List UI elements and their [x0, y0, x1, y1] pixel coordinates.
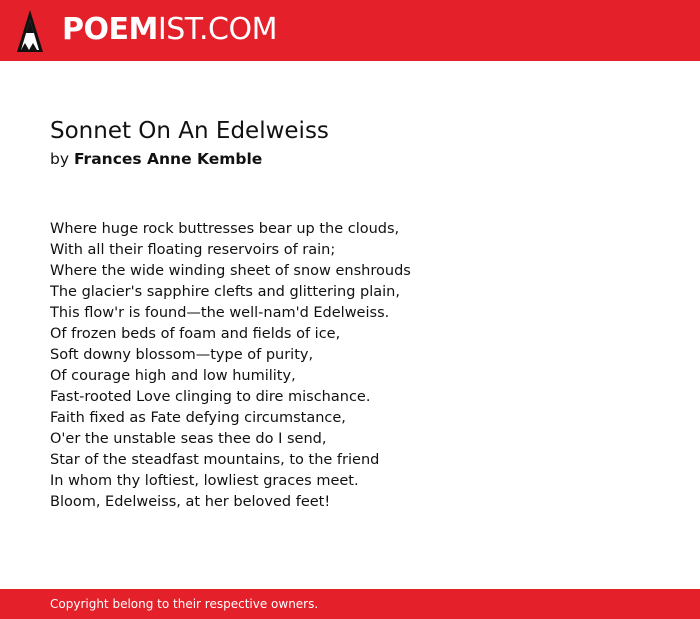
poem-byline — [50, 149, 262, 169]
site-logo-link[interactable] — [62, 12, 277, 48]
poem-line: Soft downy blossom—type of purity, — [50, 347, 314, 363]
site-footer — [0, 589, 700, 619]
poem-line: Of courage high and low humility, — [50, 368, 296, 384]
brand-light-text: IST.COM — [157, 12, 277, 47]
brand-bold-text: POEM — [62, 12, 158, 47]
poem-line: This flow'r is found—the well-nam'd Edelweiss. — [50, 305, 390, 321]
poem-line: With all their floating reservoirs of rain; — [50, 242, 336, 258]
poem-line: Where the wide winding sheet of snow enshrouds — [50, 263, 411, 279]
poem-line: Faith fixed as Fate defying circumstance, — [50, 410, 346, 426]
poem-line: In whom thy loftiest, lowliest graces meet. — [50, 473, 359, 489]
poem-line: Of frozen beds of foam and fields of ice, — [50, 326, 341, 342]
site-header — [0, 0, 700, 61]
poem-body — [50, 219, 411, 513]
poem-line: Bloom, Edelweiss, at her beloved feet! — [50, 494, 331, 510]
poem-line: Fast-rooted Love clinging to dire mischance. — [50, 389, 371, 405]
poem-author: Frances Anne Kemble — [73, 150, 263, 168]
copyright-text: Copyright belong to their respective owners. — [50, 597, 319, 611]
poem-line: The glacier's sapphire clefts and glittering plain, — [50, 284, 400, 300]
poem-line: Star of the steadfast mountains, to the friend — [50, 452, 380, 468]
poem-line: O'er the unstable seas thee do I send, — [50, 431, 327, 447]
byline-prefix: by — [50, 150, 70, 168]
pencil-icon[interactable] — [17, 10, 43, 52]
poem-title: Sonnet On An Edelweiss — [50, 118, 329, 144]
poem-line: Where huge rock buttresses bear up the clouds, — [50, 221, 400, 237]
